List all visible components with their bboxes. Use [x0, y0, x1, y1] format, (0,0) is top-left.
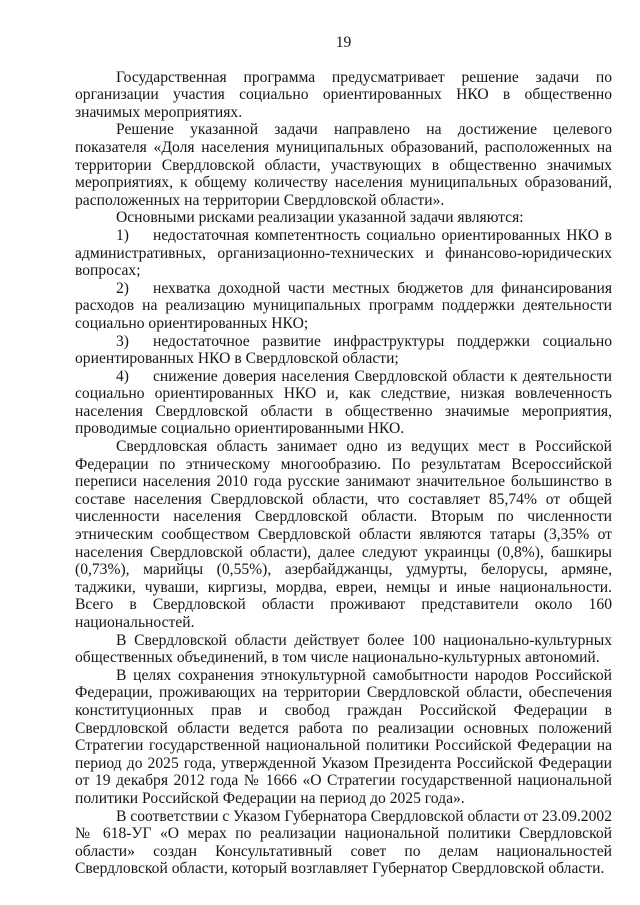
risk-item-3: [75, 333, 612, 368]
document-body: [75, 69, 612, 878]
risk-item-text: недостаточная компетентность социально ориентированных НКО в административных, организационно-технических и финансово-юридических вопросах;: [75, 226, 612, 280]
paragraph-consultative-council: В соответствии с Указом Губернатора Свердловской области от 23.09.2002 № 618-УГ «О мерах по реализации национальной политики Свердловской области» создан Консультативный совет по делам национальностей Свердловской области, который возглавляет Губернатор Свердловской области.: [75, 807, 612, 878]
paragraph-program-task: Государственная программа предусматривает решение задачи по организации участия социально ориентированных НКО в общественно значимых мероприятиях.: [75, 68, 612, 121]
risk-item-number: 1): [116, 226, 129, 244]
paragraph-ethnic-diversity: Свердловская область занимает одно из ведущих мест в Российской Федерации по этническому многообразию. По результатам Всероссийской переписи населения 2010 года русские занимают значительное большинство в составе населения Свердловской области, что составляет 85,74% от общей численности населения Свердловской области. Вторым по численности этническим сообществом Свердловской области являются татары (3,35% от населения Свердловской области), далее следуют украинцы (0,8%), башкиры (0,73%), марийцы (0,55%), азербайджанцы, удмурты, белорусы, армяне, таджики, чуваши, киргизы, мордва, евреи, немцы и иные национальности. Всего в Свердловской области проживают представители около 160 национальностей.: [75, 438, 612, 631]
page-number: 19: [335, 34, 352, 51]
paragraph-risks-heading: Основными рисками реализации указанной задачи являются:: [116, 209, 524, 227]
risk-item-1: [75, 227, 612, 280]
risk-item-number: 3): [116, 332, 129, 350]
paragraph-cultural-associations: В Свердловской области действует более 100 национально-культурных общественных объединений, в том числе национально-культурных автономий.: [75, 631, 612, 667]
risk-item-number: 2): [116, 279, 129, 297]
paragraph-national-policy-strategy: В целях сохранения этнокультурной самобытности народов Российской Федерации, проживающих на территории Свердловской области, обеспечения конституционных прав и свобод граждан Российской Федерации в Свердловской области ведется работа по реализации основных положений Стратегии государственной национальной политики Российской Федерации на период до 2025 года, утвержденной Указом Президента Российской Федерации от 19 декабря 2012 года № 1666 «О Стратегии государственной национальной политики Российской Федерации на период до 2025 года».: [75, 666, 612, 807]
risk-item-number: 4): [116, 367, 129, 385]
risk-item-4: [75, 368, 612, 438]
risk-item-text: снижение доверия населения Свердловской области к деятельности социально ориентированных НКО и, как следствие, низкая вовлеченность населения Свердловской области в общественно значимые мероприятия, проводимые социально ориентированными НКО.: [75, 367, 612, 438]
risk-item-text: недостаточное развитие инфраструктуры поддержки социально ориентированных НКО в Свердловской области;: [75, 332, 612, 368]
risk-item-text: нехватка доходной части местных бюджетов для финансирования расходов на реализацию муниципальных программ поддержки деятельности социально ориентированных НКО;: [75, 279, 612, 332]
risk-item-2: [75, 280, 612, 333]
paragraph-target-indicator: Решение указанной задачи направлено на достижение целевого показателя «Доля населения муниципальных образований, расположенных на территории Свердловской области, участвующих в общественно значимых мероприятиях, к общему количеству населения муниципальных образований, расположенных на территории Свердловской области».: [75, 121, 612, 209]
